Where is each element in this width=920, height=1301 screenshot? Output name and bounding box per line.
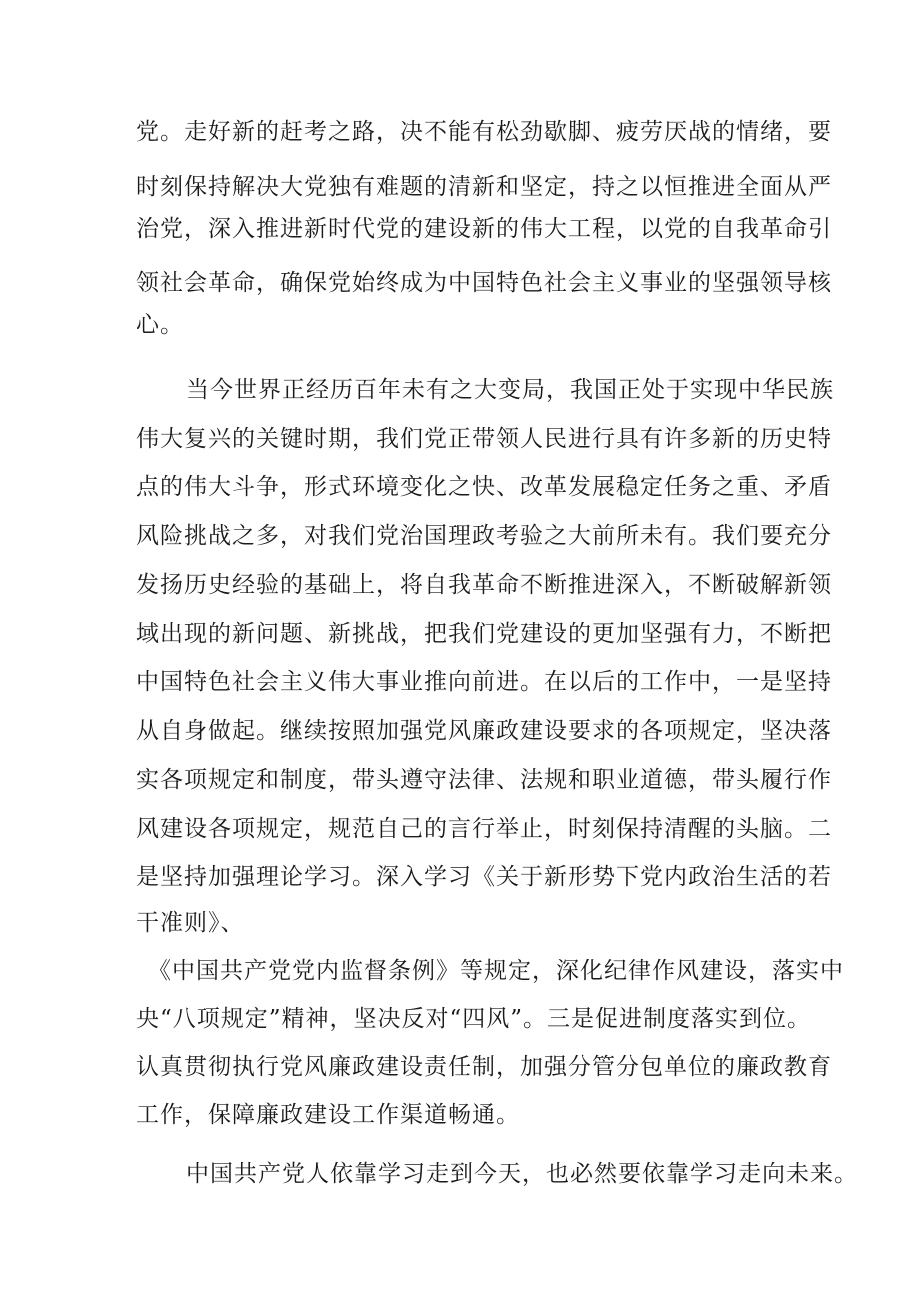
text-line: 风建设各项规定，规范自己的言行举止，时刻保持清醒的头脑。二: [136, 816, 832, 842]
text-line: 中国共产党人依靠学习走到今天，也必然要依靠学习走向未来。: [186, 1161, 858, 1187]
text-line: 风险挑战之多，对我们党治国理政考验之大前所未有。我们要充分: [136, 523, 832, 549]
text-line: 工作，保障廉政建设工作渠道畅通。: [136, 1102, 520, 1128]
text-line: 从自身做起。继续按照加强党风廉政建设要求的各项规定，坚决落: [136, 718, 832, 744]
text-line: 中国特色社会主义伟大事业推向前进。在以后的工作中，一是坚持: [136, 669, 832, 695]
text-line: 域出现的新问题、新挑战，把我们党建设的更加坚强有力，不断把: [136, 621, 832, 647]
text-line: 治党，深入推进新时代党的建设新的伟大工程，以党的自我革命引: [136, 216, 832, 242]
text-line: 《中国共产党党内监督条例》等规定，深化纪律作风建设，落实中: [148, 958, 844, 984]
text-line: 干准则》、: [136, 910, 245, 936]
text-line: 认真贯彻执行党风廉政建设责任制，加强分管分包单位的廉政教育: [136, 1054, 832, 1080]
text-line: 心。: [136, 312, 184, 338]
text-line: 实各项规定和制度，带头遵守法律、法规和职业道德，带头履行作: [136, 767, 832, 793]
text-line: 时刻保持解决大党独有难题的清新和坚定，持之以恒推进全面从严: [136, 174, 832, 200]
text-line: 党。走好新的赶考之路，决不能有松劲歇脚、疲劳厌战的情绪，要: [136, 119, 832, 145]
text-line: 发扬历史经验的基础上，将自我革命不断推进深入，不断破解新领: [136, 572, 832, 598]
text-line: 点的伟大斗争，形式环境变化之快、改革发展稳定任务之重、矛盾: [136, 474, 832, 500]
text-line: 当今世界正经历百年未有之大变局，我国正处于实现中华民族: [186, 377, 834, 403]
text-line: 领社会革命，确保党始终成为中国特色社会主义事业的坚强领导核: [136, 270, 832, 296]
text-line: 伟大复兴的关键时期，我们党正带领人民进行具有许多新的历史特: [136, 426, 832, 452]
text-line: 央“八项规定”精神，坚决反对“四风”。三是促进制度落实到位。: [136, 1006, 812, 1032]
text-line: 是坚持加强理论学习。深入学习《关于新形势下党内政治生活的若: [136, 864, 832, 890]
